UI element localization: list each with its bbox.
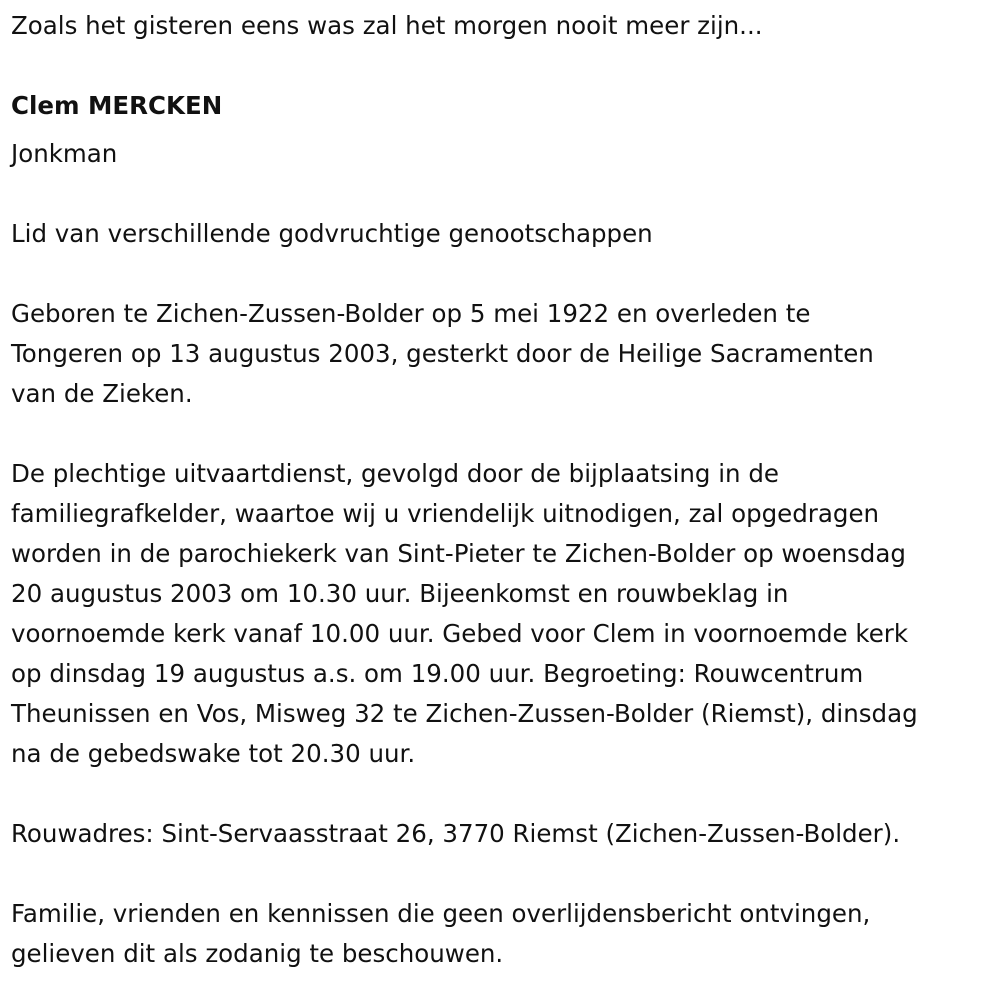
- birth-death-line: Tongeren op 13 augustus 2003, gesterkt door de Heilige Sacramenten: [11, 339, 874, 368]
- tagline: Zoals het gisteren eens was zal het morgen nooit meer zijn...: [11, 11, 763, 40]
- funeral-line: voornoemde kerk vanaf 10.00 uur. Gebed voor Clem in voornoemde kerk: [11, 619, 909, 648]
- funeral-line: 20 augustus 2003 om 10.30 uur. Bijeenkomst en rouwbeklag in: [11, 579, 789, 608]
- mourning-address: Rouwadres: Sint-Servaasstraat 26, 3770 Riemst (Zichen-Zussen-Bolder).: [11, 819, 901, 848]
- birth-death-line: van de Zieken.: [11, 379, 193, 408]
- deceased-name: Clem MERCKEN: [11, 91, 223, 120]
- marital-status: Jonkman: [11, 139, 118, 168]
- funeral-line: op dinsdag 19 augustus a.s. om 19.00 uur. Begroeting: Rouwcentrum: [11, 659, 864, 688]
- closing-line: gelieven dit als zodanig te beschouwen.: [11, 939, 504, 968]
- funeral-line: Theunissen en Vos, Misweg 32 te Zichen-Zussen-Bolder (Riemst), dinsdag: [11, 699, 918, 728]
- funeral-line: worden in de parochiekerk van Sint-Pieter te Zichen-Bolder op woensdag: [11, 539, 906, 568]
- closing-line: Familie, vrienden en kennissen die geen overlijdensbericht ontvingen,: [11, 899, 871, 928]
- birth-death-line: Geboren te Zichen-Zussen-Bolder op 5 mei 1922 en overleden te: [11, 299, 811, 328]
- funeral-line: na de gebedswake tot 20.30 uur.: [11, 739, 416, 768]
- membership-text: Lid van verschillende godvruchtige genootschappen: [11, 219, 653, 248]
- funeral-line: familiegrafkelder, waartoe wij u vriendelijk uitnodigen, zal opgedragen: [11, 499, 880, 528]
- funeral-line: De plechtige uitvaartdienst, gevolgd door de bijplaatsing in de: [11, 459, 779, 488]
